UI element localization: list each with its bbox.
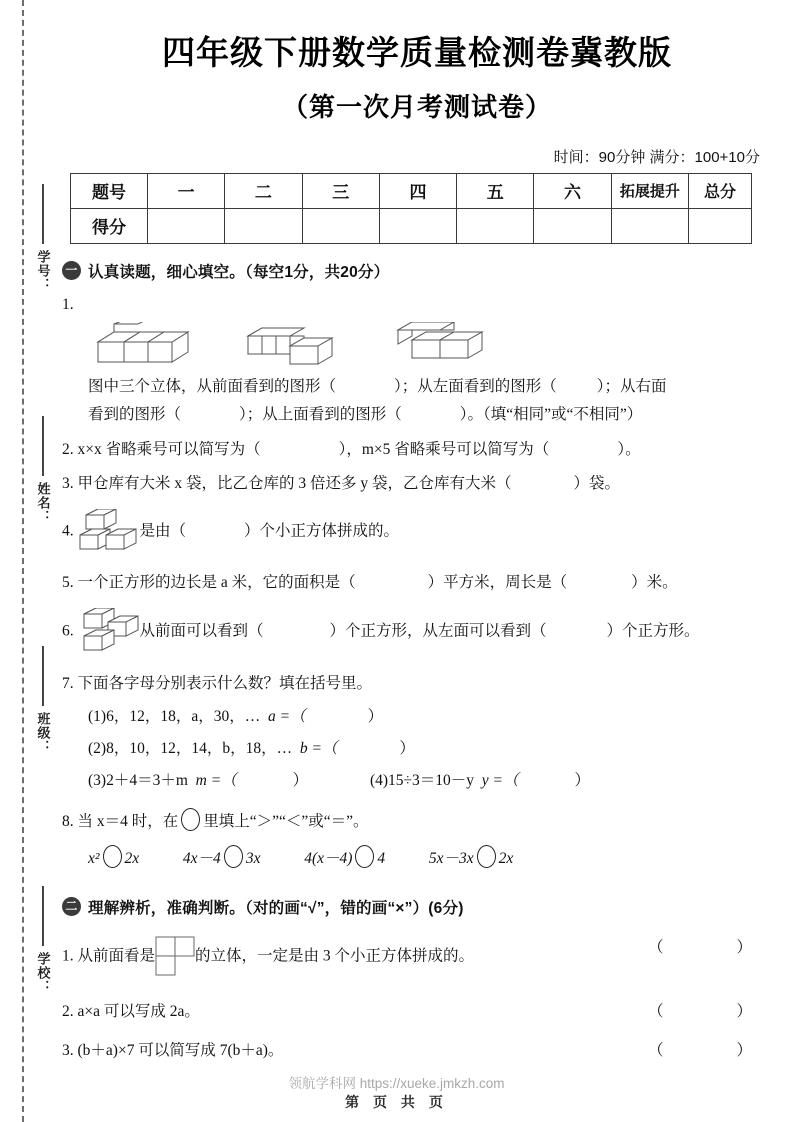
footer-watermark: 领航学科网 https://xueke.jmkzh.com bbox=[288, 1076, 505, 1091]
question-8-stem-b: 里填上“＞”“＜”或“＝”。 bbox=[203, 813, 369, 831]
question-6 bbox=[62, 608, 772, 656]
question-1-line-2 bbox=[62, 403, 772, 426]
margin-field-student-id-label: 学号： bbox=[35, 250, 51, 292]
comparison-2-right: 3x bbox=[245, 849, 261, 867]
question-1-text-f: ）。（填“相同”或“不相同”） bbox=[459, 406, 643, 424]
judgment-question-1-answer-bracket[interactable]: （ ） bbox=[647, 938, 766, 956]
footer-page-number: 第 页 共 页 bbox=[345, 1094, 448, 1110]
score-table-col-6: 六 bbox=[534, 173, 611, 208]
comparison-3-circle[interactable] bbox=[355, 845, 374, 868]
margin-field-class-label: 班级： bbox=[35, 712, 51, 754]
question-1-text-a: 图中三个立体，从前面看到的图形（ bbox=[88, 378, 337, 396]
comparison-1-left: x² bbox=[88, 849, 100, 867]
exam-page bbox=[62, 0, 772, 1122]
judgment-question-1-number: 1. bbox=[62, 947, 74, 965]
question-1-text-c: ）；从右面 bbox=[596, 378, 667, 396]
score-table-col-3: 三 bbox=[302, 173, 379, 208]
score-table-col-expand: 拓展提升 bbox=[611, 173, 688, 208]
question-1-text-d: 看到的图形（ bbox=[88, 406, 182, 424]
question-2-text-c: ）。 bbox=[617, 440, 641, 458]
question-1-line-1 bbox=[62, 375, 772, 398]
judgment-question-3-number: 3. bbox=[62, 1042, 74, 1060]
question-4-number: 4. bbox=[62, 522, 74, 540]
section-bullet-icon-2: 二 bbox=[62, 897, 81, 916]
question-1-text-b: ）；从左面看到的图形（ bbox=[394, 378, 557, 396]
table-row-header bbox=[71, 173, 752, 208]
score-table-row-label-0: 题号 bbox=[71, 173, 148, 208]
question-1 bbox=[62, 293, 772, 427]
cube-figure-q4-icon bbox=[78, 509, 140, 555]
question-4-text-a: 是由（ bbox=[139, 522, 187, 540]
section-heading-1 bbox=[62, 260, 772, 282]
question-7 bbox=[62, 672, 772, 695]
comparison-2-left: 4x－4 bbox=[182, 849, 221, 867]
score-cell-4[interactable] bbox=[379, 208, 456, 243]
comparison-3-left: 4(x－4) bbox=[304, 849, 353, 867]
question-5-text-b: ）平方米，周长是（ bbox=[427, 574, 568, 592]
question-5-text-a: 一个正方形的边长是 a 米，它的面积是（ bbox=[77, 574, 356, 592]
question-7-item-1-answer: a =（ bbox=[267, 707, 306, 725]
question-7-item-4-close: ） bbox=[574, 772, 591, 790]
section-heading-1-text: 认真读题，细心填空。（每空1分，共20分） bbox=[88, 263, 390, 281]
judgment-question-3 bbox=[62, 1039, 772, 1062]
question-4-text-b: ）个小正方体拼成的。 bbox=[244, 522, 400, 540]
question-7-item-3-text: (3)2＋4＝3＋m bbox=[88, 772, 188, 790]
comparison-2-circle[interactable] bbox=[224, 845, 243, 868]
question-7-item-1-text: (1)6，12，18，a，30，… bbox=[88, 707, 261, 725]
margin-field-class bbox=[26, 640, 60, 759]
question-8-stem-a: 当 x＝4 时，在 bbox=[77, 813, 179, 831]
question-2-number: 2. bbox=[62, 440, 74, 458]
question-3-text-a: 甲仓库有大米 x 袋，比乙仓库的 3 倍还多 y 袋，乙仓库有大米（ bbox=[77, 474, 512, 492]
question-2-text-a: x×x 省略乘号可以简写为（ bbox=[77, 440, 261, 458]
question-3-text-b: ）袋。 bbox=[573, 474, 621, 492]
comparison-1-right: 2x bbox=[124, 849, 140, 867]
question-6-text-a: 从前面可以看到（ bbox=[139, 623, 264, 640]
margin-field-school-label: 学校： bbox=[35, 952, 51, 994]
page-title: 四年级下册数学质量检测卷冀教版 bbox=[162, 34, 672, 71]
question-2 bbox=[62, 438, 772, 461]
score-cell-3[interactable] bbox=[302, 208, 379, 243]
score-table-row-label-1: 得分 bbox=[71, 208, 148, 243]
judgment-question-3-text: (b＋a)×7 可以简写成 7(b＋a)。 bbox=[77, 1042, 284, 1060]
question-5 bbox=[62, 571, 772, 594]
score-cell-5[interactable] bbox=[457, 208, 534, 243]
judgment-question-2-answer-bracket[interactable]: （ ） bbox=[647, 1002, 766, 1020]
exam-meta-info: 时间：90分钟 满分：100+10分 bbox=[553, 148, 760, 166]
cube-figure-q6-icon bbox=[78, 608, 140, 656]
score-cell-total[interactable] bbox=[689, 208, 752, 243]
question-7-item-3-answer: m =（ bbox=[195, 772, 237, 790]
score-table-col-2: 二 bbox=[225, 173, 302, 208]
judgment-question-3-answer-bracket[interactable]: （ ） bbox=[647, 1042, 766, 1060]
question-8 bbox=[62, 808, 772, 833]
section-heading-2 bbox=[62, 896, 772, 918]
margin-field-school bbox=[26, 880, 60, 999]
question-7-stem: 下面各字母分别表示什么数？填在括号里。 bbox=[77, 675, 373, 693]
cube-figure-b-icon bbox=[242, 322, 372, 370]
question-1-number: 1. bbox=[62, 295, 74, 313]
score-cell-6[interactable] bbox=[534, 208, 611, 243]
score-cell-2[interactable] bbox=[225, 208, 302, 243]
table-row-scores bbox=[71, 208, 752, 243]
judgment-question-2-text: a×a 可以写成 2a。 bbox=[77, 1002, 200, 1020]
front-view-shape-icon bbox=[155, 936, 195, 978]
judgment-question-1 bbox=[62, 936, 772, 978]
cut-dashed-line bbox=[22, 0, 24, 1122]
margin-field-name-label: 姓名： bbox=[35, 482, 51, 524]
question-7-item-2-answer: b =（ bbox=[299, 739, 338, 757]
cube-figure-a-icon bbox=[80, 322, 210, 370]
score-table-col-4: 四 bbox=[379, 173, 456, 208]
comparison-4-left: 5x－3x bbox=[428, 849, 474, 867]
comparison-4-circle[interactable] bbox=[477, 845, 496, 868]
score-table-col-1: 一 bbox=[148, 173, 225, 208]
score-cell-1[interactable] bbox=[148, 208, 225, 243]
question-5-number: 5. bbox=[62, 574, 74, 592]
question-6-text-b: ）个正方形，从左面可以看到（ bbox=[329, 623, 547, 640]
question-7-item-2 bbox=[62, 737, 772, 760]
judgment-question-2-number: 2. bbox=[62, 1002, 74, 1020]
score-cell-expand[interactable] bbox=[611, 208, 688, 243]
comparison-4-right: 2x bbox=[498, 849, 514, 867]
judgment-question-1-text-a: 从前面看是 bbox=[77, 947, 156, 965]
score-table-col-5: 五 bbox=[457, 173, 534, 208]
section-heading-2-text: 理解辨析，准确判断。（对的画“√”，错的画“×”）(6分) bbox=[88, 899, 464, 917]
margin-field-name bbox=[26, 410, 60, 529]
question-4 bbox=[62, 509, 772, 555]
question-7-item-4-answer: y =（ bbox=[481, 772, 519, 790]
question-1-figures bbox=[62, 322, 772, 370]
question-5-text-c: ）米。 bbox=[631, 574, 678, 592]
judgment-question-2 bbox=[62, 1000, 772, 1023]
question-2-text-b: ），m×5 省略乘号可以简写为（ bbox=[338, 440, 550, 458]
question-7-item-1-close: ） bbox=[367, 707, 384, 725]
left-margin-fields bbox=[26, 0, 60, 1122]
margin-field-student-id bbox=[26, 178, 60, 297]
question-6-text-c: ）个正方形。 bbox=[606, 623, 700, 640]
question-7-number: 7. bbox=[62, 675, 74, 693]
comparison-3-right: 4 bbox=[377, 849, 386, 867]
question-6-number: 6. bbox=[62, 623, 74, 640]
judgment-question-1-text-b: 的立体，一定是由 3 个小正方体拼成的。 bbox=[195, 947, 475, 965]
question-8-comparisons bbox=[62, 845, 772, 870]
comparison-1-circle[interactable] bbox=[103, 845, 122, 868]
question-7-item-2-close: ） bbox=[399, 739, 415, 757]
cube-figure-c-icon bbox=[394, 322, 524, 370]
question-8-number: 8. bbox=[62, 813, 74, 831]
comparison-circle-stem-icon[interactable] bbox=[181, 808, 200, 831]
question-3-number: 3. bbox=[62, 474, 74, 492]
question-3 bbox=[62, 472, 772, 495]
question-7-item-1 bbox=[62, 705, 772, 728]
question-7-item-3-close: ） bbox=[292, 772, 309, 790]
section-bullet-icon-1: 一 bbox=[62, 261, 81, 280]
question-1-text-e: ）；从上面看到的图形（ bbox=[239, 406, 402, 424]
score-table-col-total: 总分 bbox=[689, 173, 752, 208]
page-subtitle: （第一次月考测试卷） bbox=[281, 91, 552, 122]
question-7-item-4-text: (4)15÷3＝10－y bbox=[369, 772, 475, 790]
question-7-item-2-text: (2)8，10，12，14，b，18，… bbox=[88, 739, 293, 757]
question-7-item-3-and-4 bbox=[62, 769, 772, 792]
score-table bbox=[70, 173, 752, 244]
